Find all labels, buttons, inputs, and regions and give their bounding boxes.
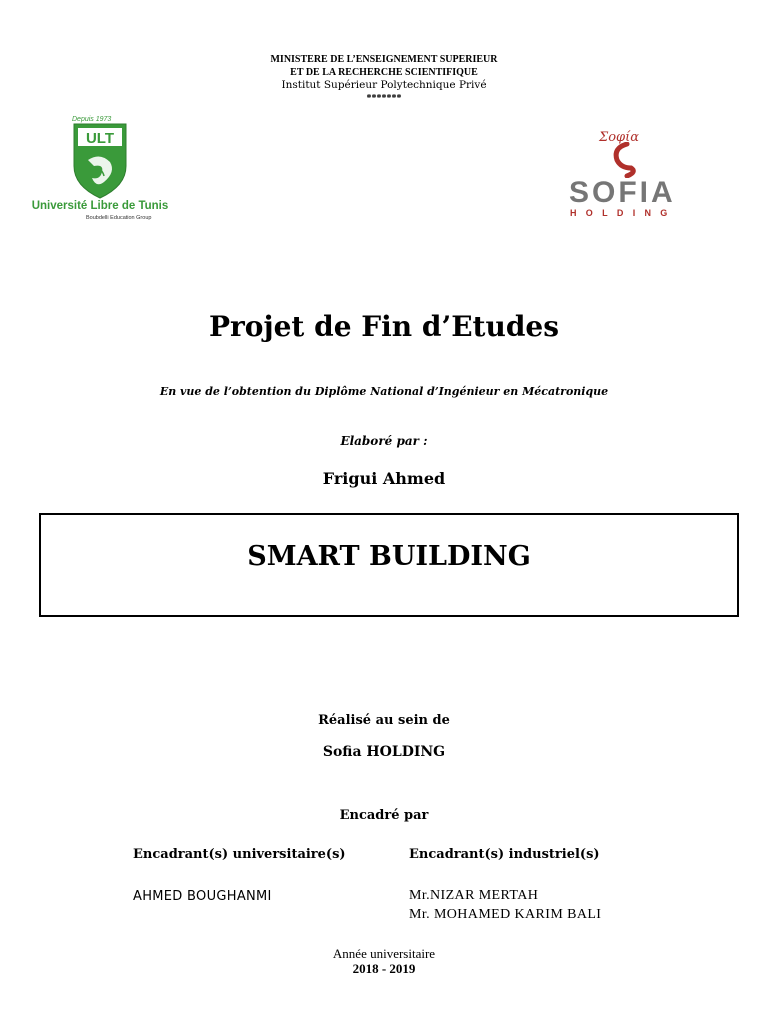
document-title: Projet de Fin d’Etudes bbox=[209, 310, 559, 343]
ult-group-name: Boubdelli Education Group bbox=[86, 215, 152, 221]
academic-supervisor-1: AHMED BOUGHANMI bbox=[133, 889, 272, 904]
header-stars: ******* bbox=[366, 93, 402, 104]
ministry-line-2: ET DE LA RECHERCHE SCIENTIFIQUE bbox=[290, 67, 478, 78]
sofia-swirl-icon bbox=[609, 142, 645, 178]
svg-text:ULT: ULT bbox=[85, 130, 115, 147]
ult-since-text: Depuis 1973 bbox=[72, 116, 112, 123]
ult-logo bbox=[30, 116, 170, 226]
encadre-label: Encadré par bbox=[339, 808, 429, 823]
realise-label: Réalisé au sein de bbox=[318, 713, 450, 728]
sofia-word: SOFIA bbox=[569, 176, 676, 209]
industrial-supervisors-heading: Encadrant(s) industriel(s) bbox=[409, 847, 600, 862]
industrial-supervisor-1: Mr.NIZAR MERTAH bbox=[409, 888, 539, 903]
author-name: Frigui Ahmed bbox=[322, 469, 446, 488]
company-name: Sofia HOLDING bbox=[322, 744, 446, 760]
ult-shield-icon bbox=[30, 116, 170, 202]
sofia-holding-word: HOLDING bbox=[570, 208, 677, 218]
academic-year-label: Année universitaire bbox=[332, 946, 436, 961]
ministry-line-1: MINISTERE DE L’ENSEIGNEMENT SUPERIEUR bbox=[270, 54, 498, 65]
industrial-supervisor-2: Mr. MOHAMED KARIM BALI bbox=[409, 907, 602, 922]
elabore-label: Elaboré par : bbox=[340, 434, 428, 448]
academic-year: 2018 - 2019 bbox=[352, 961, 416, 976]
institute-name: Institut Supérieur Polytechnique Privé bbox=[281, 79, 487, 91]
project-title: SMART BUILDING bbox=[247, 541, 531, 572]
academic-supervisors-heading: Encadrant(s) universitaire(s) bbox=[133, 847, 346, 862]
ult-university-name: Université Libre de Tunis bbox=[31, 200, 169, 212]
document-subtitle: En vue de l’obtention du Diplôme National d’Ingénieur en Mécatronique bbox=[159, 385, 609, 398]
sofia-holding-logo bbox=[565, 128, 690, 223]
project-title-box bbox=[39, 513, 739, 617]
sofia-greek-text: Σοφία bbox=[599, 130, 639, 145]
